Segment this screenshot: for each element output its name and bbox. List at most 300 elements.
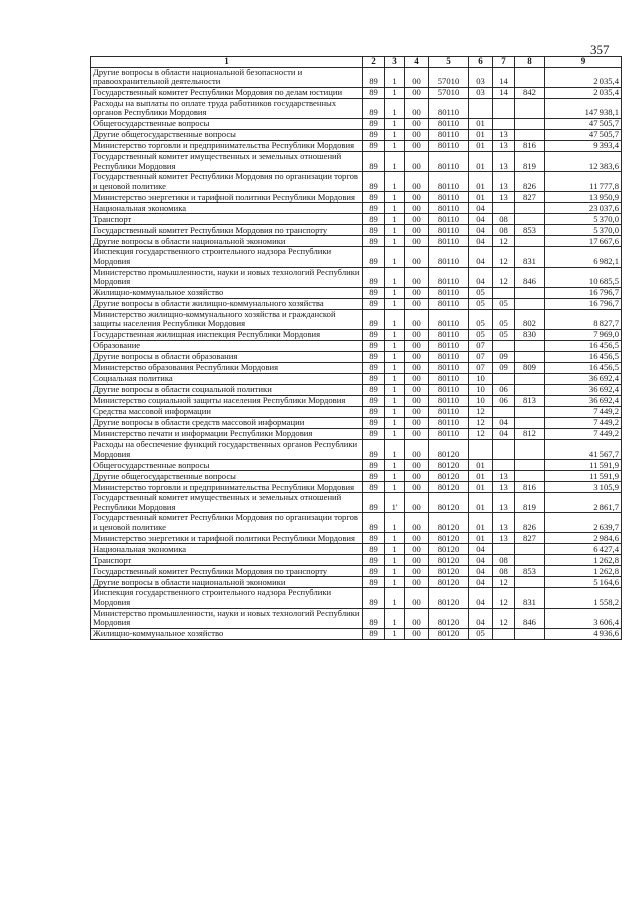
subsection-code-cell: 09 (493, 362, 515, 373)
row-name-cell: Государственная жилищная инспекция Республики Мордовия (91, 329, 363, 340)
subsection-code-cell: 09 (493, 351, 515, 362)
row-name-cell: Государственный комитет Республики Мордовия по организации торгов и ценовой политике (91, 172, 363, 192)
amount-cell: 7 969,0 (545, 329, 622, 340)
amount-cell: 7 449,2 (545, 417, 622, 428)
row-name-cell: Министерство жилищно-коммунального хозяйства и гражданской защиты населения Республики Мордовия (91, 309, 363, 329)
program-code-cell: 1 (385, 140, 405, 151)
section-code-cell: 89 (363, 493, 385, 513)
table-body (91, 67, 622, 639)
program-code-cell: 1 (385, 172, 405, 192)
amount-cell: 1 262,8 (545, 555, 622, 566)
amount-cell: 16 456,5 (545, 351, 622, 362)
direction-code-cell: 80110 (429, 192, 469, 203)
direction-code-cell: 80110 (429, 172, 469, 192)
table-row (91, 203, 622, 214)
direction-code-cell: 80110 (429, 417, 469, 428)
subprogram-code-cell: 00 (405, 192, 429, 203)
subprogram-code-cell: 00 (405, 439, 429, 459)
subprogram-code-cell: 00 (405, 544, 429, 555)
amount-cell: 23 037,6 (545, 203, 622, 214)
table-row (91, 544, 622, 555)
chapter-code-cell: 04 (469, 588, 493, 608)
subsection-code-cell (493, 373, 515, 384)
subsection-code-cell: 13 (493, 471, 515, 482)
amount-cell: 16 456,5 (545, 340, 622, 351)
amount-cell: 147 938,1 (545, 98, 622, 118)
program-code-cell: 1 (385, 151, 405, 171)
row-name-cell: Другие вопросы в области национальной экономики (91, 236, 363, 247)
subsection-code-cell: 06 (493, 384, 515, 395)
program-code-cell: 1 (385, 129, 405, 140)
direction-code-cell: 80110 (429, 129, 469, 140)
program-code-cell: 1 (385, 566, 405, 577)
direction-code-cell: 80110 (429, 203, 469, 214)
section-code-cell: 89 (363, 118, 385, 129)
chapter-code-cell: 05 (469, 309, 493, 329)
subprogram-code-cell: 00 (405, 362, 429, 373)
subprogram-code-cell: 00 (405, 533, 429, 544)
subprogram-code-cell: 00 (405, 577, 429, 588)
program-code-cell: 1 (385, 236, 405, 247)
chapter-code-cell: 04 (469, 214, 493, 225)
subprogram-code-cell: 00 (405, 513, 429, 533)
section-code-cell: 89 (363, 140, 385, 151)
department-code-cell (515, 544, 545, 555)
table-row (91, 493, 622, 513)
table-row (91, 172, 622, 192)
row-name-cell: Инспекция государственного строительного надзора Республики Мордовия (91, 588, 363, 608)
amount-cell: 5 370,0 (545, 225, 622, 236)
row-name-cell: Другие вопросы в области национальной экономики (91, 577, 363, 588)
subsection-code-cell: 05 (493, 298, 515, 309)
program-code-cell: 1 (385, 628, 405, 639)
section-code-cell: 89 (363, 309, 385, 329)
section-code-cell: 89 (363, 329, 385, 340)
subsection-code-cell: 04 (493, 428, 515, 439)
chapter-code-cell: 04 (469, 247, 493, 267)
department-code-cell: 816 (515, 140, 545, 151)
table-row (91, 533, 622, 544)
amount-cell: 10 685,5 (545, 267, 622, 287)
subsection-code-cell: 13 (493, 129, 515, 140)
section-code-cell: 89 (363, 439, 385, 459)
program-code-cell: 1 (385, 406, 405, 417)
direction-code-cell: 80120 (429, 588, 469, 608)
subsection-code-cell: 05 (493, 309, 515, 329)
row-name-cell: Национальная экономика (91, 203, 363, 214)
chapter-code-cell: 07 (469, 362, 493, 373)
program-code-cell: 1 (385, 555, 405, 566)
table-row (91, 417, 622, 428)
subsection-code-cell: 08 (493, 566, 515, 577)
department-code-cell (515, 439, 545, 459)
chapter-code-cell: 10 (469, 373, 493, 384)
row-name-cell: Министерство торговли и предпринимательства Республики Мордовия (91, 482, 363, 493)
subprogram-code-cell: 00 (405, 417, 429, 428)
section-code-cell: 89 (363, 129, 385, 140)
section-code-cell: 89 (363, 98, 385, 118)
department-code-cell (515, 67, 545, 87)
table-row (91, 428, 622, 439)
row-name-cell: Средства массовой информации (91, 406, 363, 417)
row-name-cell: Министерство торговли и предпринимательства Республики Мордовия (91, 140, 363, 151)
program-code-cell: 1 (385, 439, 405, 459)
row-name-cell: Другие общегосударственные вопросы (91, 471, 363, 482)
program-code-cell: 1 (385, 87, 405, 98)
section-code-cell: 89 (363, 482, 385, 493)
section-code-cell: 89 (363, 417, 385, 428)
table-row (91, 340, 622, 351)
direction-code-cell: 80110 (429, 287, 469, 298)
amount-cell: 2 035,4 (545, 87, 622, 98)
subsection-code-cell (493, 544, 515, 555)
direction-code-cell: 80120 (429, 493, 469, 513)
subsection-code-cell: 05 (493, 329, 515, 340)
direction-code-cell: 80120 (429, 471, 469, 482)
subprogram-code-cell: 00 (405, 406, 429, 417)
direction-code-cell: 57010 (429, 87, 469, 98)
direction-code-cell: 80120 (429, 628, 469, 639)
direction-code-cell: 80120 (429, 533, 469, 544)
row-name-cell: Транспорт (91, 555, 363, 566)
department-code-cell: 826 (515, 513, 545, 533)
department-code-cell: 831 (515, 588, 545, 608)
row-name-cell: Расходы на выплаты по оплате труда работников государственных органов Республики Мордовия (91, 98, 363, 118)
subsection-code-cell: 13 (493, 172, 515, 192)
section-code-cell: 89 (363, 172, 385, 192)
department-code-cell (515, 214, 545, 225)
subprogram-code-cell: 00 (405, 98, 429, 118)
department-code-cell (515, 298, 545, 309)
amount-cell: 13 950,9 (545, 192, 622, 203)
subprogram-code-cell: 00 (405, 118, 429, 129)
amount-cell: 1 262,8 (545, 566, 622, 577)
chapter-code-cell: 04 (469, 225, 493, 236)
department-code-cell (515, 118, 545, 129)
chapter-code-cell: 12 (469, 417, 493, 428)
budget-table (90, 56, 622, 640)
section-code-cell: 89 (363, 406, 385, 417)
section-code-cell: 89 (363, 513, 385, 533)
section-code-cell: 89 (363, 555, 385, 566)
table-row (91, 482, 622, 493)
subprogram-code-cell: 00 (405, 87, 429, 98)
table-row (91, 151, 622, 171)
program-code-cell: 1 (385, 577, 405, 588)
row-name-cell: Министерство промышленности, науки и новых технологий Республики Мордовия (91, 608, 363, 628)
subsection-code-cell: 14 (493, 87, 515, 98)
table-row (91, 373, 622, 384)
department-code-cell (515, 287, 545, 298)
amount-cell: 9 393,4 (545, 140, 622, 151)
section-code-cell: 89 (363, 566, 385, 577)
program-code-cell: 1 (385, 340, 405, 351)
chapter-code-cell: 05 (469, 628, 493, 639)
chapter-code-cell: 05 (469, 287, 493, 298)
row-name-cell: Другие вопросы в области средств массовой информации (91, 417, 363, 428)
column-header: 3 (385, 57, 405, 68)
table-row (91, 236, 622, 247)
amount-cell: 8 827,7 (545, 309, 622, 329)
subprogram-code-cell: 00 (405, 493, 429, 513)
amount-cell: 41 567,7 (545, 439, 622, 459)
department-code-cell: 827 (515, 192, 545, 203)
direction-code-cell: 80120 (429, 608, 469, 628)
subprogram-code-cell: 00 (405, 471, 429, 482)
row-name-cell: Другие вопросы в области социальной политики (91, 384, 363, 395)
subprogram-code-cell: 00 (405, 373, 429, 384)
column-header: 2 (363, 57, 385, 68)
amount-cell: 5 164,6 (545, 577, 622, 588)
column-header: 4 (405, 57, 429, 68)
chapter-code-cell: 12 (469, 428, 493, 439)
chapter-code-cell: 04 (469, 203, 493, 214)
row-name-cell: Министерство промышленности, науки и новых технологий Республики Мордовия (91, 267, 363, 287)
program-code-cell: 1 (385, 395, 405, 406)
department-code-cell: 826 (515, 172, 545, 192)
program-code-cell: 1 (385, 417, 405, 428)
subsection-code-cell (493, 340, 515, 351)
department-code-cell: 819 (515, 493, 545, 513)
section-code-cell: 89 (363, 203, 385, 214)
department-code-cell (515, 555, 545, 566)
subprogram-code-cell: 00 (405, 129, 429, 140)
row-name-cell: Государственный комитет имущественных и земельных отношений Республики Мордовия (91, 151, 363, 171)
row-name-cell: Министерство энергетики и тарифной политики Республики Мордовия (91, 533, 363, 544)
department-code-cell: 853 (515, 566, 545, 577)
department-code-cell (515, 203, 545, 214)
table-header-row (91, 57, 622, 68)
column-header: 7 (493, 57, 515, 68)
table-row (91, 460, 622, 471)
department-code-cell: 813 (515, 395, 545, 406)
section-code-cell: 89 (363, 362, 385, 373)
department-code-cell (515, 236, 545, 247)
chapter-code-cell: 10 (469, 395, 493, 406)
subsection-code-cell: 08 (493, 225, 515, 236)
department-code-cell: 819 (515, 151, 545, 171)
section-code-cell: 89 (363, 628, 385, 639)
direction-code-cell: 80110 (429, 395, 469, 406)
amount-cell: 6 982,1 (545, 247, 622, 267)
chapter-code-cell: 05 (469, 329, 493, 340)
department-code-cell (515, 417, 545, 428)
subprogram-code-cell: 00 (405, 309, 429, 329)
program-code-cell: 1 (385, 329, 405, 340)
program-code-cell: 1 (385, 351, 405, 362)
row-name-cell: Инспекция государственного строительного надзора Республики Мордовия (91, 247, 363, 267)
section-code-cell: 89 (363, 151, 385, 171)
direction-code-cell: 80110 (429, 267, 469, 287)
direction-code-cell: 80110 (429, 225, 469, 236)
department-code-cell (515, 471, 545, 482)
subprogram-code-cell: 00 (405, 555, 429, 566)
row-name-cell: Министерство печати и информации Республики Мордовия (91, 428, 363, 439)
subprogram-code-cell: 00 (405, 608, 429, 628)
subsection-code-cell: 13 (493, 482, 515, 493)
amount-cell: 2 639,7 (545, 513, 622, 533)
program-code-cell: 1 (385, 533, 405, 544)
amount-cell: 2 984,6 (545, 533, 622, 544)
direction-code-cell: 80110 (429, 340, 469, 351)
section-code-cell: 89 (363, 373, 385, 384)
department-code-cell: 809 (515, 362, 545, 373)
amount-cell: 5 370,0 (545, 214, 622, 225)
subsection-code-cell: 13 (493, 151, 515, 171)
chapter-code-cell (469, 439, 493, 459)
direction-code-cell: 80120 (429, 460, 469, 471)
subsection-code-cell: 12 (493, 608, 515, 628)
amount-cell: 6 427,4 (545, 544, 622, 555)
row-name-cell: Общегосударственные вопросы (91, 118, 363, 129)
direction-code-cell: 80120 (429, 513, 469, 533)
row-name-cell: Государственный комитет Республики Мордовия по делам юстиции (91, 87, 363, 98)
chapter-code-cell: 03 (469, 67, 493, 87)
department-code-cell: 816 (515, 482, 545, 493)
subsection-code-cell: 13 (493, 493, 515, 513)
department-code-cell: 827 (515, 533, 545, 544)
section-code-cell: 89 (363, 340, 385, 351)
program-code-cell: 1 (385, 544, 405, 555)
department-code-cell (515, 129, 545, 140)
table-row (91, 471, 622, 482)
subprogram-code-cell: 00 (405, 203, 429, 214)
row-name-cell: Министерство энергетики и тарифной политики Республики Мордовия (91, 192, 363, 203)
section-code-cell: 89 (363, 287, 385, 298)
direction-code-cell: 80120 (429, 439, 469, 459)
amount-cell: 12 383,6 (545, 151, 622, 171)
section-code-cell: 89 (363, 544, 385, 555)
amount-cell: 11 591,9 (545, 471, 622, 482)
column-header: 5 (429, 57, 469, 68)
table-row (91, 384, 622, 395)
direction-code-cell: 80110 (429, 309, 469, 329)
chapter-code-cell: 04 (469, 577, 493, 588)
table-row (91, 129, 622, 140)
subsection-code-cell: 13 (493, 192, 515, 203)
direction-code-cell: 80110 (429, 373, 469, 384)
row-name-cell: Транспорт (91, 214, 363, 225)
subsection-code-cell: 12 (493, 577, 515, 588)
program-code-cell: 1 (385, 460, 405, 471)
subsection-code-cell (493, 460, 515, 471)
row-name-cell: Национальная экономика (91, 544, 363, 555)
chapter-code-cell: 01 (469, 513, 493, 533)
table-row (91, 67, 622, 87)
section-code-cell: 89 (363, 192, 385, 203)
table-row (91, 395, 622, 406)
chapter-code-cell: 01 (469, 533, 493, 544)
program-code-cell: 1 (385, 588, 405, 608)
direction-code-cell: 80110 (429, 362, 469, 373)
subprogram-code-cell: 00 (405, 628, 429, 639)
program-code-cell: 1 (385, 247, 405, 267)
amount-cell: 11 591,9 (545, 460, 622, 471)
row-name-cell: Государственный комитет Республики Мордовия по организации торгов и ценовой политике (91, 513, 363, 533)
chapter-code-cell: 01 (469, 471, 493, 482)
amount-cell: 2 861,7 (545, 493, 622, 513)
program-code-cell: 1 (385, 608, 405, 628)
program-code-cell: 1 (385, 98, 405, 118)
direction-code-cell: 80110 (429, 329, 469, 340)
chapter-code-cell: 04 (469, 608, 493, 628)
program-code-cell: 1 (385, 287, 405, 298)
table-row (91, 628, 622, 639)
chapter-code-cell: 01 (469, 192, 493, 203)
program-code-cell: 1 (385, 67, 405, 87)
direction-code-cell: 80120 (429, 482, 469, 493)
amount-cell: 7 449,2 (545, 406, 622, 417)
department-code-cell (515, 351, 545, 362)
subsection-code-cell (493, 118, 515, 129)
subprogram-code-cell: 00 (405, 225, 429, 236)
table-row (91, 362, 622, 373)
direction-code-cell: 80110 (429, 428, 469, 439)
department-code-cell: 830 (515, 329, 545, 340)
amount-cell: 11 777,8 (545, 172, 622, 192)
program-code-cell: 1 (385, 482, 405, 493)
row-name-cell: Государственный комитет Республики Мордовия по транспорту (91, 566, 363, 577)
subsection-code-cell (493, 406, 515, 417)
department-code-cell: 846 (515, 608, 545, 628)
table-row (91, 225, 622, 236)
program-code-cell: 1 (385, 373, 405, 384)
subprogram-code-cell: 00 (405, 67, 429, 87)
direction-code-cell: 80110 (429, 140, 469, 151)
section-code-cell: 89 (363, 384, 385, 395)
subprogram-code-cell: 00 (405, 482, 429, 493)
row-name-cell: Социальная политика (91, 373, 363, 384)
department-code-cell (515, 373, 545, 384)
subprogram-code-cell: 00 (405, 172, 429, 192)
row-name-cell: Министерство социальной защиты населения Республики Мордовия (91, 395, 363, 406)
program-code-cell: 1 (385, 267, 405, 287)
column-header: 9 (545, 57, 622, 68)
program-code-cell: 1 (385, 203, 405, 214)
table-row (91, 192, 622, 203)
section-code-cell: 89 (363, 214, 385, 225)
row-name-cell: Другие вопросы в области национальной безопасности и правоохранительной деятельности (91, 67, 363, 87)
subsection-code-cell: 13 (493, 533, 515, 544)
section-code-cell: 89 (363, 460, 385, 471)
page-number: 357 (590, 42, 610, 57)
department-code-cell (515, 628, 545, 639)
program-code-cell: 1 (385, 118, 405, 129)
amount-cell: 47 505,7 (545, 118, 622, 129)
subsection-code-cell (493, 98, 515, 118)
section-code-cell: 89 (363, 87, 385, 98)
table-row (91, 287, 622, 298)
section-code-cell: 89 (363, 577, 385, 588)
subprogram-code-cell: 00 (405, 236, 429, 247)
direction-code-cell: 80110 (429, 118, 469, 129)
subprogram-code-cell: 00 (405, 351, 429, 362)
subprogram-code-cell: 00 (405, 247, 429, 267)
row-name-cell: Образование (91, 340, 363, 351)
department-code-cell: 802 (515, 309, 545, 329)
department-code-cell: 853 (515, 225, 545, 236)
section-code-cell: 89 (363, 351, 385, 362)
section-code-cell: 89 (363, 471, 385, 482)
section-code-cell: 89 (363, 608, 385, 628)
row-name-cell: Жилищно-коммунальное хозяйство (91, 287, 363, 298)
direction-code-cell: 80110 (429, 236, 469, 247)
program-code-cell: 1 (385, 513, 405, 533)
table-row (91, 214, 622, 225)
row-name-cell: Другие общегосударственные вопросы (91, 129, 363, 140)
section-code-cell: 89 (363, 247, 385, 267)
column-header: 1 (91, 57, 363, 68)
